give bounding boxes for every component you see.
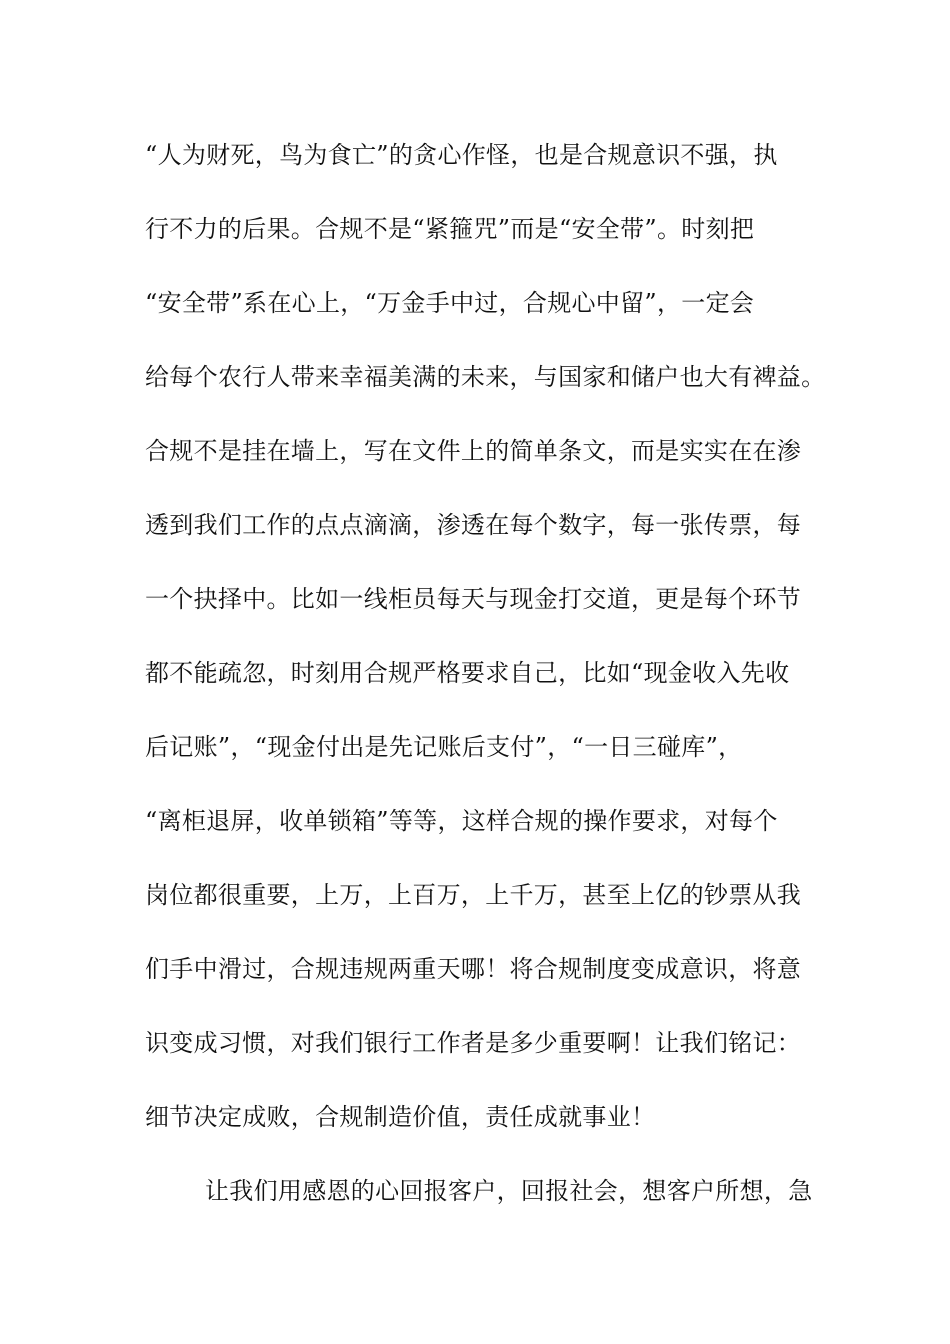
text-line: 行不力的后果。合规不是“紧箍咒”而是“安全带”。时刻把: [145, 215, 755, 243]
text-line: 识变成习惯，对我们银行工作者是多少重要啊！让我们铭记：: [145, 1029, 802, 1057]
text-line: 后记账”，“现金付出是先记账后支付”，“一日三碰库”，: [145, 733, 743, 761]
text-line: 透到我们工作的点点滴滴，渗透在每个数字，每一张传票，每: [145, 511, 802, 539]
text-line: 一个抉择中。比如一线柜员每天与现金打交道，更是每个环节: [145, 585, 802, 613]
text-line: “人为财死，鸟为食亡”的贪心作怪，也是合规意识不强，执: [145, 141, 778, 169]
text-line: “安全带”系在心上，“万金手中过，合规心中留”，一定会: [145, 289, 755, 317]
text-line: 都不能疏忽，时刻用合规严格要求自己，比如“现金收入先收: [145, 659, 790, 687]
text-line: “离柜退屏，收单锁箱”等等，这样合规的操作要求，对每个: [145, 807, 778, 835]
text-line: 给每个农行人带来幸福美满的未来，与国家和储户也大有裨益。: [145, 363, 826, 391]
text-line: 合规不是挂在墙上，写在文件上的简单条文，而是实实在在渗: [145, 437, 802, 465]
text-line: 岗位都很重要，上万，上百万，上千万，甚至上亿的钞票从我: [145, 881, 802, 909]
text-line: 细节决定成败，合规制造价值，责任成就事业！: [145, 1103, 656, 1131]
paragraph-start-line: 让我们用感恩的心回报客户，回报社会，想客户所想，急: [205, 1177, 813, 1205]
text-line: 们手中滑过，合规违规两重天哪！将合规制度变成意识，将意: [145, 955, 802, 983]
body-text: [145, 132, 825, 1242]
